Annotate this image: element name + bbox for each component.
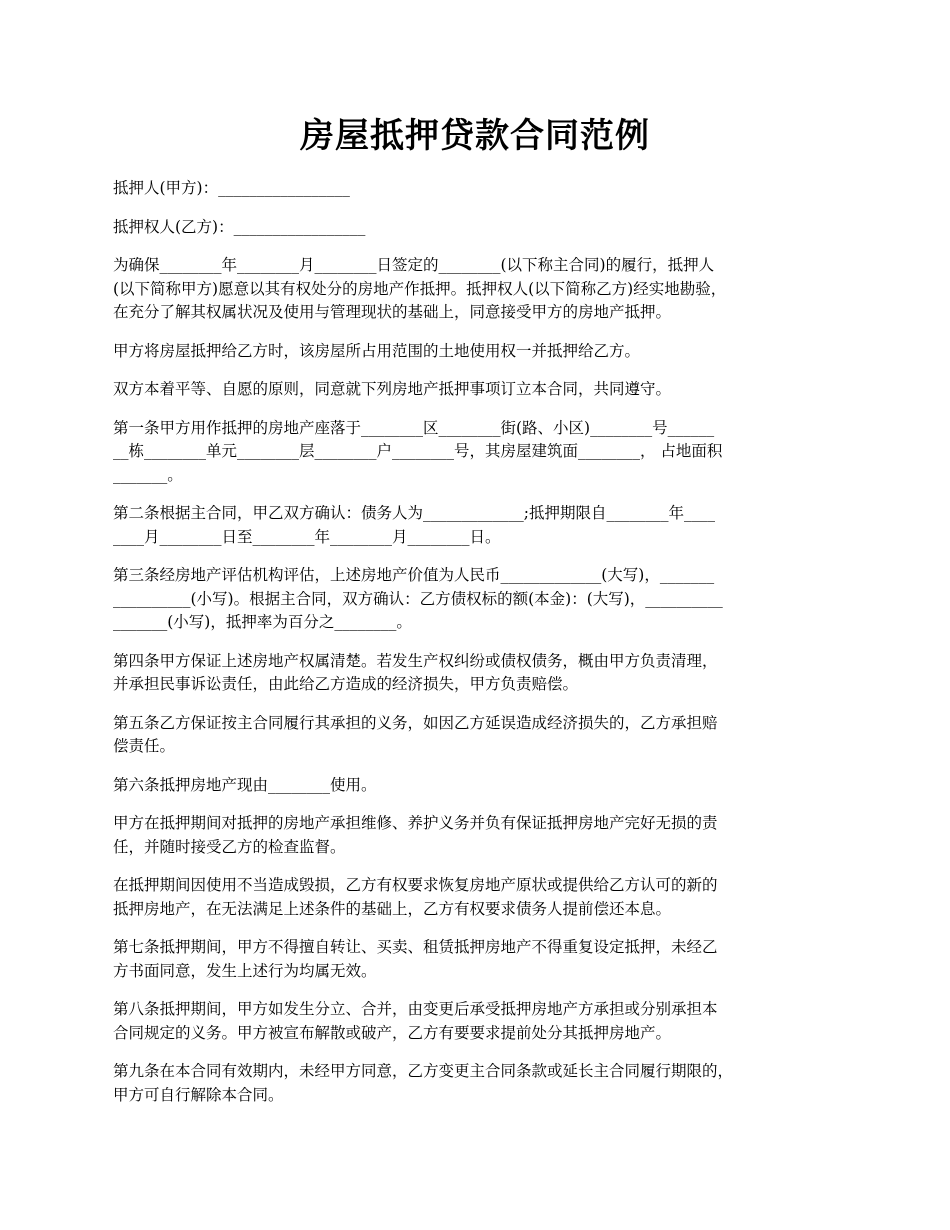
paragraph	[113, 936, 841, 983]
paragraph-line: 第五条乙方保证按主合同履行其承担的义务，如因乙方延误造成经济损失的，乙方承担赔	[113, 713, 718, 732]
paragraph	[113, 417, 841, 488]
paragraph-line: 方书面同意，发生上述行为均属无效。	[113, 961, 377, 980]
paragraph	[113, 774, 841, 798]
paragraph	[113, 650, 841, 697]
paragraph-line: 第八条抵押期间，甲方如发生分立、合并，由变更后承受抵押房地产方承担或分别承担本	[113, 1000, 718, 1018]
paragraph-line: 第四条甲方保证上述房地产权属清楚。若发生产权纠纷或债权债务，概由甲方负责清理，	[113, 651, 718, 670]
paragraph-line: (以下简称甲方)愿意以其有权处分的房地产作抵押。抵押权人(以下简称乙方)经实地勘验，	[113, 279, 727, 298]
paragraph	[113, 712, 841, 759]
paragraph-line: 第三条经房地产评估机构评估，上述房地产价值为人民币_____________(大写)，_______	[113, 566, 715, 584]
paragraph-line: 双方本着平等、自愿的原则，同意就下列房地产抵押事项订立本合同，共同遵守。	[113, 380, 672, 398]
paragraph-line: 甲方在抵押期间对抵押的房地产承担维修、养护义务并负有保证抵押房地产完好无损的责	[113, 814, 718, 832]
paragraph	[113, 177, 841, 201]
paragraph	[113, 378, 841, 402]
paragraph	[113, 340, 841, 364]
paragraph-line: 第六条抵押房地产现由________使用。	[113, 775, 377, 794]
document-title: 房屋抵押贷款合同范例	[300, 116, 650, 156]
paragraph	[113, 1060, 841, 1107]
paragraph-line: __________(小写)。根据主合同，双方确认：乙方债权标的额(本金)：(大写)，__________	[113, 589, 723, 608]
paragraph-line: 第一条甲方用作抵押的房地产座落于________区________街(路、小区)________号______	[113, 418, 715, 437]
paragraph-line: __栋________单元________层________户________号，其房屋建筑面________， 占地面积	[113, 442, 723, 460]
paragraph-line: _______。	[113, 465, 183, 484]
paragraph-line: 合同规定的义务。甲方被宣布解散或破产，乙方有要要求提前处分其抵押房地产。	[113, 1023, 672, 1042]
paragraph	[113, 812, 841, 859]
paragraph-line: ____月________日至________年________月________日。	[113, 527, 501, 546]
paragraph-line: 并承担民事诉讼责任，由此给乙方造成的经济损失，甲方负责赔偿。	[113, 675, 579, 693]
paragraph	[113, 502, 841, 549]
paragraph-line: 在充分了解其权属状况及使用与管理现状的基础上，同意接受甲方的房地产抵押。	[113, 303, 672, 321]
paragraph-line: 第七条抵押期间，甲方不得擅自转让、买卖、租赁抵押房地产不得重复设定抵押，未经乙	[113, 938, 718, 956]
paragraph	[113, 998, 841, 1045]
paragraph-line: 甲方可自行解除本合同。	[113, 1085, 284, 1104]
paragraph-line: 抵押权人(乙方)：_________________	[113, 217, 366, 236]
paragraph-line: 第二条根据主合同，甲乙双方确认：债务人为_____________;抵押期限自________年____	[113, 504, 715, 522]
paragraph-line: 抵押人(甲方)：_________________	[113, 179, 350, 197]
paragraph-line: 第九条在本合同有效期内，未经甲方同意，乙方变更主合同条款或延长主合同履行期限的，	[113, 1062, 734, 1080]
paragraph	[113, 216, 841, 240]
paragraph-line: 为确保________年________月________日签定的________(以下称主合同)的履行，抵押人	[113, 256, 715, 274]
paragraph	[113, 254, 841, 325]
paragraph-line: 甲方将房屋抵押给乙方时，该房屋所占用范围的土地使用权一并抵押给乙方。	[113, 341, 641, 360]
paragraph-line: _______(小写)，抵押率为百分之________。	[113, 613, 412, 631]
paragraph-line: 偿责任。	[113, 737, 176, 755]
paragraph-line: 任，并随时接受乙方的检查监督。	[113, 837, 346, 856]
paragraph	[113, 564, 841, 635]
document-body	[113, 177, 841, 1122]
paragraph	[113, 874, 841, 921]
paragraph-line: 在抵押期间因使用不当造成毁损，乙方有权要求恢复房地产原状或提供给乙方认可的新的	[113, 876, 718, 894]
paragraph-line: 抵押房地产，在无法满足上述条件的基础上，乙方有权要求债务人提前偿还本息。	[113, 899, 672, 918]
